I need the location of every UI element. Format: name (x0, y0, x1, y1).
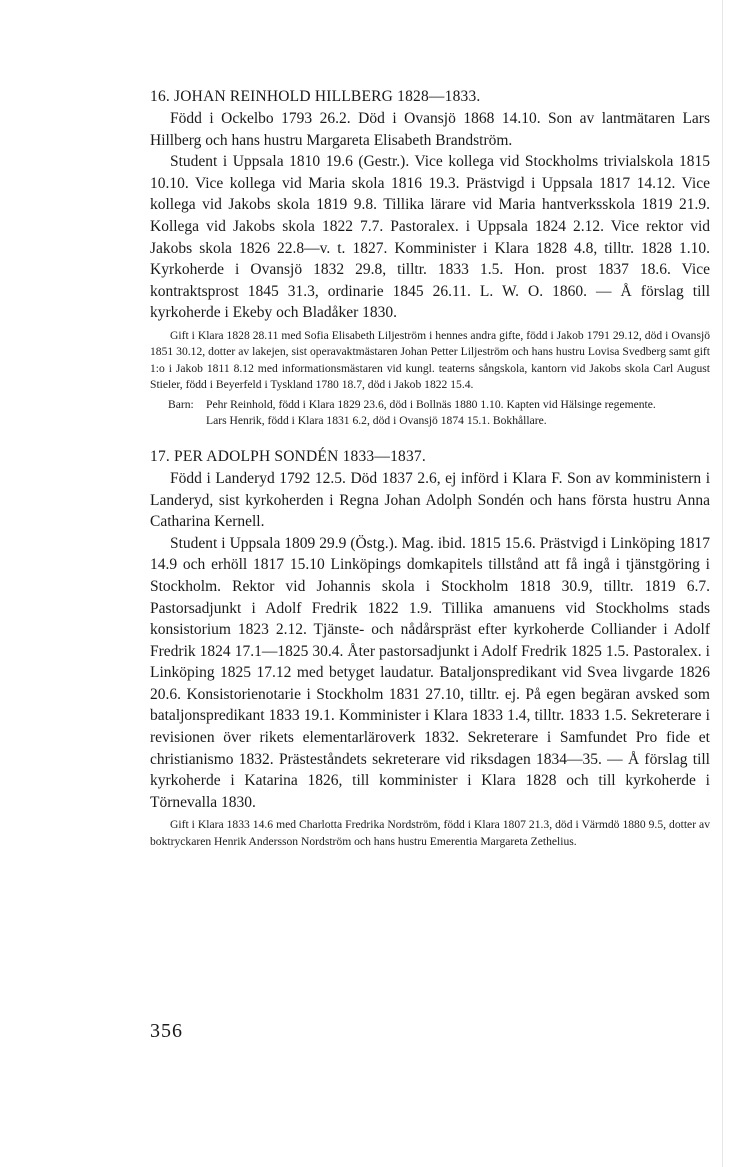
child-text: Pehr Reinhold, född i Klara 1829 23.6, död i Bollnäs 1880 1.10. Kapten vid Hälsinge regemente. (206, 397, 656, 411)
entry-paragraph: Student i Uppsala 1809 29.9 (Östg.). Mag. ibid. 1815 15.6. Prästvigd i Linköping 1817 14.9 och erhöll 1817 15.10 Linköpings domkapitels tillstånd att få ingå i tjänstgöring i Stockholm. Rektor vid Johannis skola i Stockholm 1818 30.9, tilltr. 1819 6.7. Pastorsadjunkt i Adolf Fredrik 1822 1.9. Tillika amanuens vid Stockholms stads konsistorium 1823 2.12. Tjänste- och nådårspräst efter kyrkoherde Colliander i Adolf Fredrik 1824 17.1—1825 30.4. Åter pastorsadjunkt i Adolf Fredrik 1825 1.5. Pastoralex. i Linköping 1825 17.12 med betyget laudatur. Bataljonspredikant vid Svea livgarde 1826 20.6. Konsistorienotarie i Stockholm 1831 27.10, tilltr. ej. På egen begäran avsked som bataljonspredikant 1833 19.1. Komminister i Klara 1833 1.4, tilltr. 1833 1.5. Sekreterare i revisionen över rikets elementarläroverk 1832. Sekreterare i Samfundet Pro fide et christianismo 1832. Prästeståndets sekreterare vid riksdagen 1834—35. — Å förslag till kyrkoherde i Katarina 1826, till komminister i Klara 1828 och till kyrkoherde i Törnevalla 1830. (150, 534, 710, 811)
marriage-note: Gift i Klara 1828 28.11 med Sofia Elisabeth Liljeström i hennes andra gifte, född i Jakob 1791 29.12, död i Ovansjö 1851 30.12, dotter av lakejen, sist operavaktmästaren Johan Petter Liljeström och hans hustru Lovisa Svedberg samt gift 1:o i Jakob 1811 8.12 med informationsmästaren vid kungl. teaterns sångskola, kantorn vid Jakobs skola Carl August Stieler, född i Beyerfeld i Tyskland 1780 18.7, död i Jakob 1822 15.4. (150, 328, 710, 392)
child-item (168, 397, 710, 414)
entry-heading: 16. JOHAN REINHOLD HILLBERG 1828—1833. (150, 88, 481, 105)
entry-heading: 17. PER ADOLPH SONDÉN 1833—1837. (150, 447, 426, 465)
children-list (150, 397, 710, 430)
entry-16 (150, 86, 710, 430)
marriage-note: Gift i Klara 1833 14.6 med Charlotta Fredrika Nordström, född i Klara 1807 21.3, död i Värmdö 1880 9.5, dotter av boktryckaren Henrik Andersson Nordström och hans hustru Emerentia Margareta Zethelius. (150, 818, 710, 848)
child-text: Lars Henrik, född i Klara 1831 6.2, död i Ovansjö 1874 15.1. Bokhållare. (206, 414, 547, 428)
margin-rule (722, 0, 723, 1167)
entry-paragraph: Student i Uppsala 1810 19.6 (Gestr.). Vice kollega vid Stockholms trivialskola 1815 10.10. Vice kollega vid Maria skola 1816 19.3. Prästvigd i Uppsala 1817 14.12. Vice kollega vid Jakobs skola 1819 9.8. Tillika lärare vid Maria hantverksskola 1819 21.9. Kollega vid Jakobs skola 1822 7.7. Pastoralex. i Uppsala 1824 2.12. Vice rektor vid Jakobs skola 1826 22.8—v. t. 1827. Komminister i Klara 1828 4.8, tilltr. 1828 1.10. Kyrkoherde i Ovansjö 1832 29.8, tilltr. 1833 1.5. Hon. prost 1837 18.6. Vice kontraktsprost 1845 31.3, ordinarie 1845 26.11. L. W. O. 1860. — Å förslag till kyrkoherde i Ekeby och Bladåker 1830. (150, 153, 710, 322)
child-item (206, 413, 710, 430)
entry-17 (150, 446, 710, 851)
page-number: 356 (150, 1020, 183, 1042)
children-label: Barn: (168, 397, 194, 411)
entry-paragraph: Född i Ockelbo 1793 26.2. Död i Ovansjö 1868 14.10. Son av lantmätaren Lars Hillberg och hans hustru Margareta Elisabeth Brandström. (150, 110, 710, 149)
page-body (150, 86, 710, 850)
entry-paragraph: Född i Landeryd 1792 12.5. Död 1837 2.6, ej införd i Klara F. Son av komministern i Landeryd, sist kyrkoherden i Regna Johan Adolph Sondén och hans första hustru Anna Catharina Kernell. (150, 469, 710, 531)
